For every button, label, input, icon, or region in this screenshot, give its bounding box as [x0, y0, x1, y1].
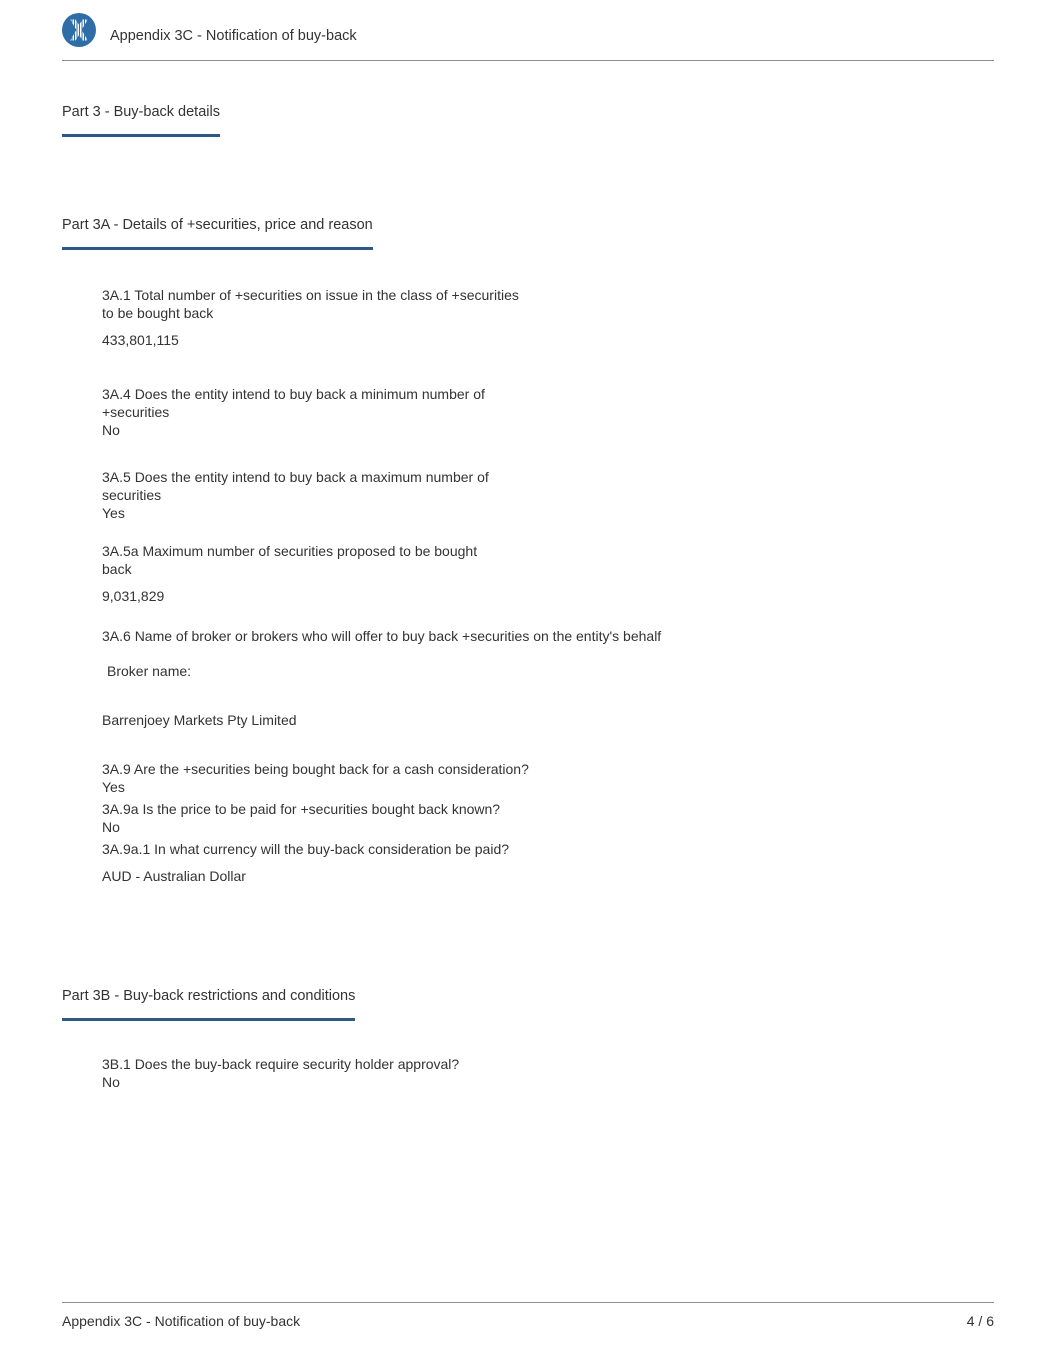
question-3a9	[102, 760, 994, 796]
asx-logo-icon	[62, 13, 96, 47]
question-3a5a	[102, 542, 994, 605]
question-3a5-label: 3A.5 Does the entity intend to buy back a maximum number of securities	[102, 469, 489, 503]
question-3a9a1-label: 3A.9a.1 In what currency will the buy-back consideration be paid?	[102, 841, 510, 857]
question-3a9a-label: 3A.9a Is the price to be paid for +securities bought back known?	[102, 801, 501, 817]
question-3a9a	[102, 800, 994, 836]
part3b-heading: Part 3B - Buy-back restrictions and conditions	[62, 988, 355, 1021]
document-header	[62, 0, 994, 61]
question-3b1-label: 3B.1 Does the buy-back require security holder approval?	[102, 1056, 460, 1072]
part3b-body	[102, 1055, 994, 1091]
question-3a6-label: 3A.6 Name of broker or brokers who will offer to buy back +securities on the entity's behalf	[102, 628, 662, 644]
question-3a5-answer: Yes	[102, 505, 125, 521]
footer-page-number: 4 / 6	[966, 1313, 994, 1329]
question-3a4-label: 3A.4 Does the entity intend to buy back a minimum number of +securities	[102, 386, 485, 420]
question-3a9-answer: Yes	[102, 779, 125, 795]
question-3a5a-answer: 9,031,829	[102, 588, 165, 604]
question-3a9a1-answer: AUD - Australian Dollar	[102, 868, 246, 884]
document-footer	[62, 1302, 994, 1330]
question-3a1-answer: 433,801,115	[102, 332, 179, 348]
question-3a9-label: 3A.9 Are the +securities being bought back for a cash consideration?	[102, 761, 529, 777]
broker-name-label: Broker name:	[107, 663, 192, 679]
question-3a4-answer: No	[102, 422, 120, 438]
document-page	[62, 0, 994, 1091]
question-3b1-answer: No	[102, 1074, 120, 1090]
question-3a5a-label: 3A.5a Maximum number of securities proposed to be bought back	[102, 543, 478, 577]
question-3a1	[102, 286, 994, 349]
question-3b1	[102, 1055, 994, 1091]
question-3a6	[102, 627, 994, 729]
broker-name-value: Barrenjoey Markets Pty Limited	[102, 712, 297, 728]
part3-heading: Part 3 - Buy-back details	[62, 104, 220, 137]
part3a-heading: Part 3A - Details of +securities, price and reason	[62, 217, 373, 250]
part3a-body	[102, 286, 994, 885]
footer-doc-title: Appendix 3C - Notification of buy-back	[62, 1313, 301, 1329]
question-3a5	[102, 468, 994, 522]
document-title: Appendix 3C - Notification of buy-back	[110, 28, 357, 44]
question-3a9a-answer: No	[102, 819, 120, 835]
question-3a1-label: 3A.1 Total number of +securities on issue in the class of +securities to be bought back	[102, 287, 519, 321]
question-3a9a1	[102, 840, 994, 885]
question-3a4	[102, 385, 994, 439]
